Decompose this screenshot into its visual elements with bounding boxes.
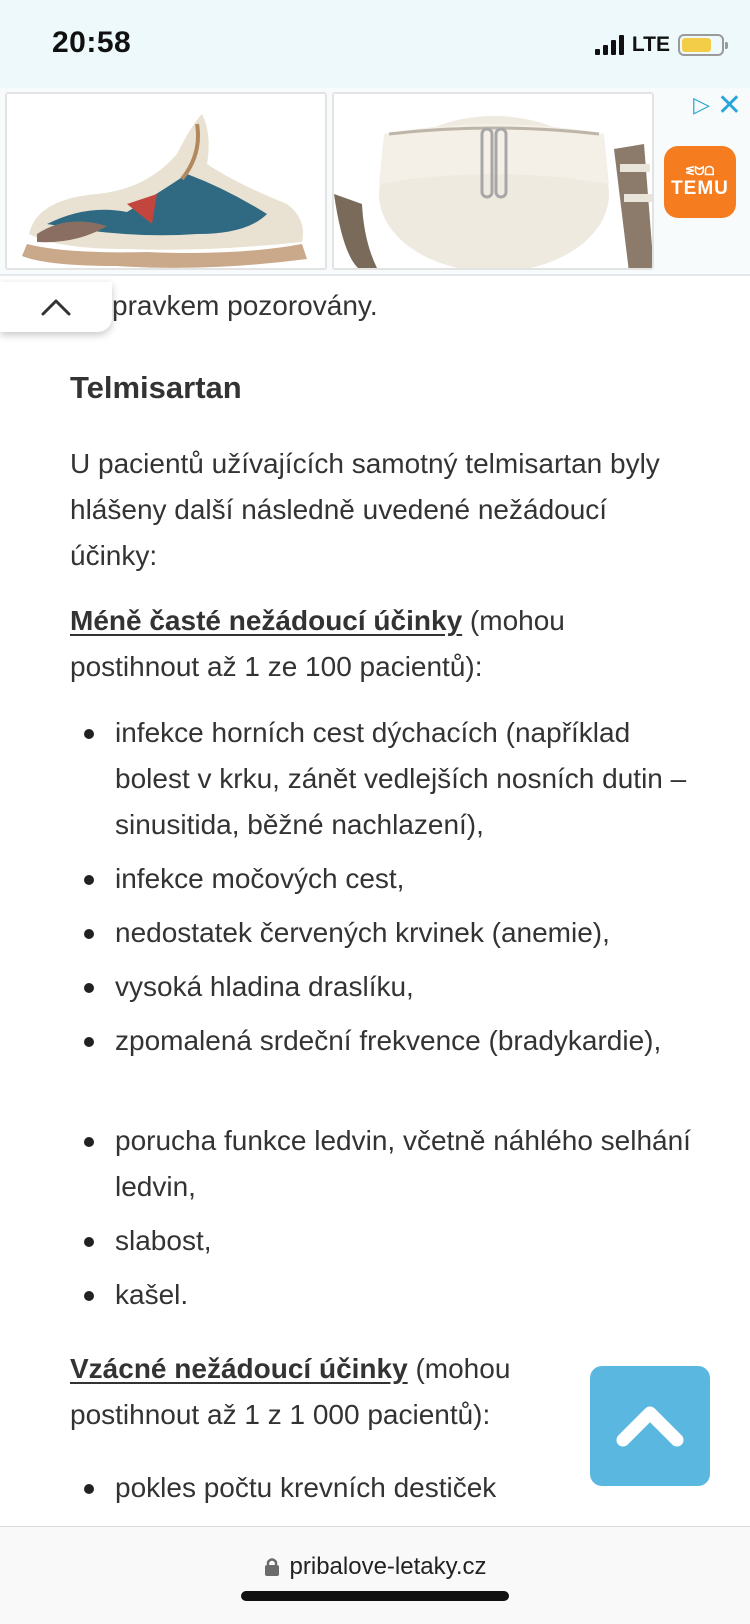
ad-product-sneaker[interactable]: [5, 92, 327, 270]
collapse-ad-button[interactable]: [0, 282, 112, 332]
list-item: infekce močových cest,: [70, 856, 710, 902]
list-item: nedostatek červených krvinek (anemie),: [70, 910, 710, 956]
network-type: LTE: [631, 33, 670, 56]
list-item: kašel.: [70, 1272, 710, 1318]
browser-url-bar[interactable]: [0, 1526, 750, 1624]
ad-choices-icon[interactable]: ▷: [693, 92, 710, 117]
section-heading: Telmisartan: [70, 370, 242, 405]
chevron-up-icon: [41, 298, 71, 316]
frequency-paragraph-rare: [70, 1346, 580, 1438]
battery-icon: [678, 34, 724, 56]
rare-effects-title: Vzácné nežádoucí účinky: [70, 1353, 408, 1384]
status-indicators: [595, 33, 724, 57]
status-bar: [0, 0, 750, 88]
url-text[interactable]: pribalove-letaky.cz: [289, 1553, 487, 1580]
close-icon[interactable]: ✕: [716, 89, 742, 122]
temu-logo[interactable]: ᓬᗢᗝ TEMU: [664, 146, 736, 218]
lock-icon: [264, 1557, 280, 1577]
rare-effects-desc: (mohou postihnout až 1 z 1 000 pacientů):: [70, 1353, 511, 1430]
ad-product-bag[interactable]: [332, 92, 654, 270]
sneaker-image: [7, 94, 327, 270]
list-item: infekce horních cest dýchacích (například bolest v krku, zánět vedlejších nosních dutin – sinusitida, běžné nachlazení),: [70, 710, 710, 848]
chevron-up-icon: [615, 1404, 685, 1448]
partial-text-line: pravkem pozorovány.: [112, 290, 378, 321]
uncommon-effects-title: Méně časté nežádoucí účinky: [70, 605, 463, 636]
signal-icon: [595, 35, 624, 55]
uncommon-effects-desc: (mohou postihnout až 1 ze 100 pacientů):: [70, 605, 565, 682]
list-item: slabost,: [70, 1218, 710, 1264]
url-row[interactable]: [0, 1553, 750, 1581]
frequency-paragraph-uncommon: [70, 598, 690, 690]
home-indicator: [241, 1591, 509, 1601]
status-time: 20:58: [52, 26, 132, 59]
scroll-to-top-button[interactable]: [590, 1366, 710, 1486]
ad-banner[interactable]: [0, 88, 750, 276]
intro-paragraph: U pacientů užívajících samotný telmisartan byly hlášeny další následně uvedené nežádoucí účinky:: [70, 448, 660, 571]
list-item: vysoká hladina draslíku,: [70, 964, 710, 1010]
list-item: porucha funkce ledvin, včetně náhlého selhání ledvin,: [70, 1118, 710, 1210]
bag-image: [334, 94, 654, 270]
list-item: zpomalená srdeční frekvence (bradykardie),: [70, 1018, 710, 1064]
list-item: pokles počtu krevních destiček: [70, 1465, 710, 1511]
